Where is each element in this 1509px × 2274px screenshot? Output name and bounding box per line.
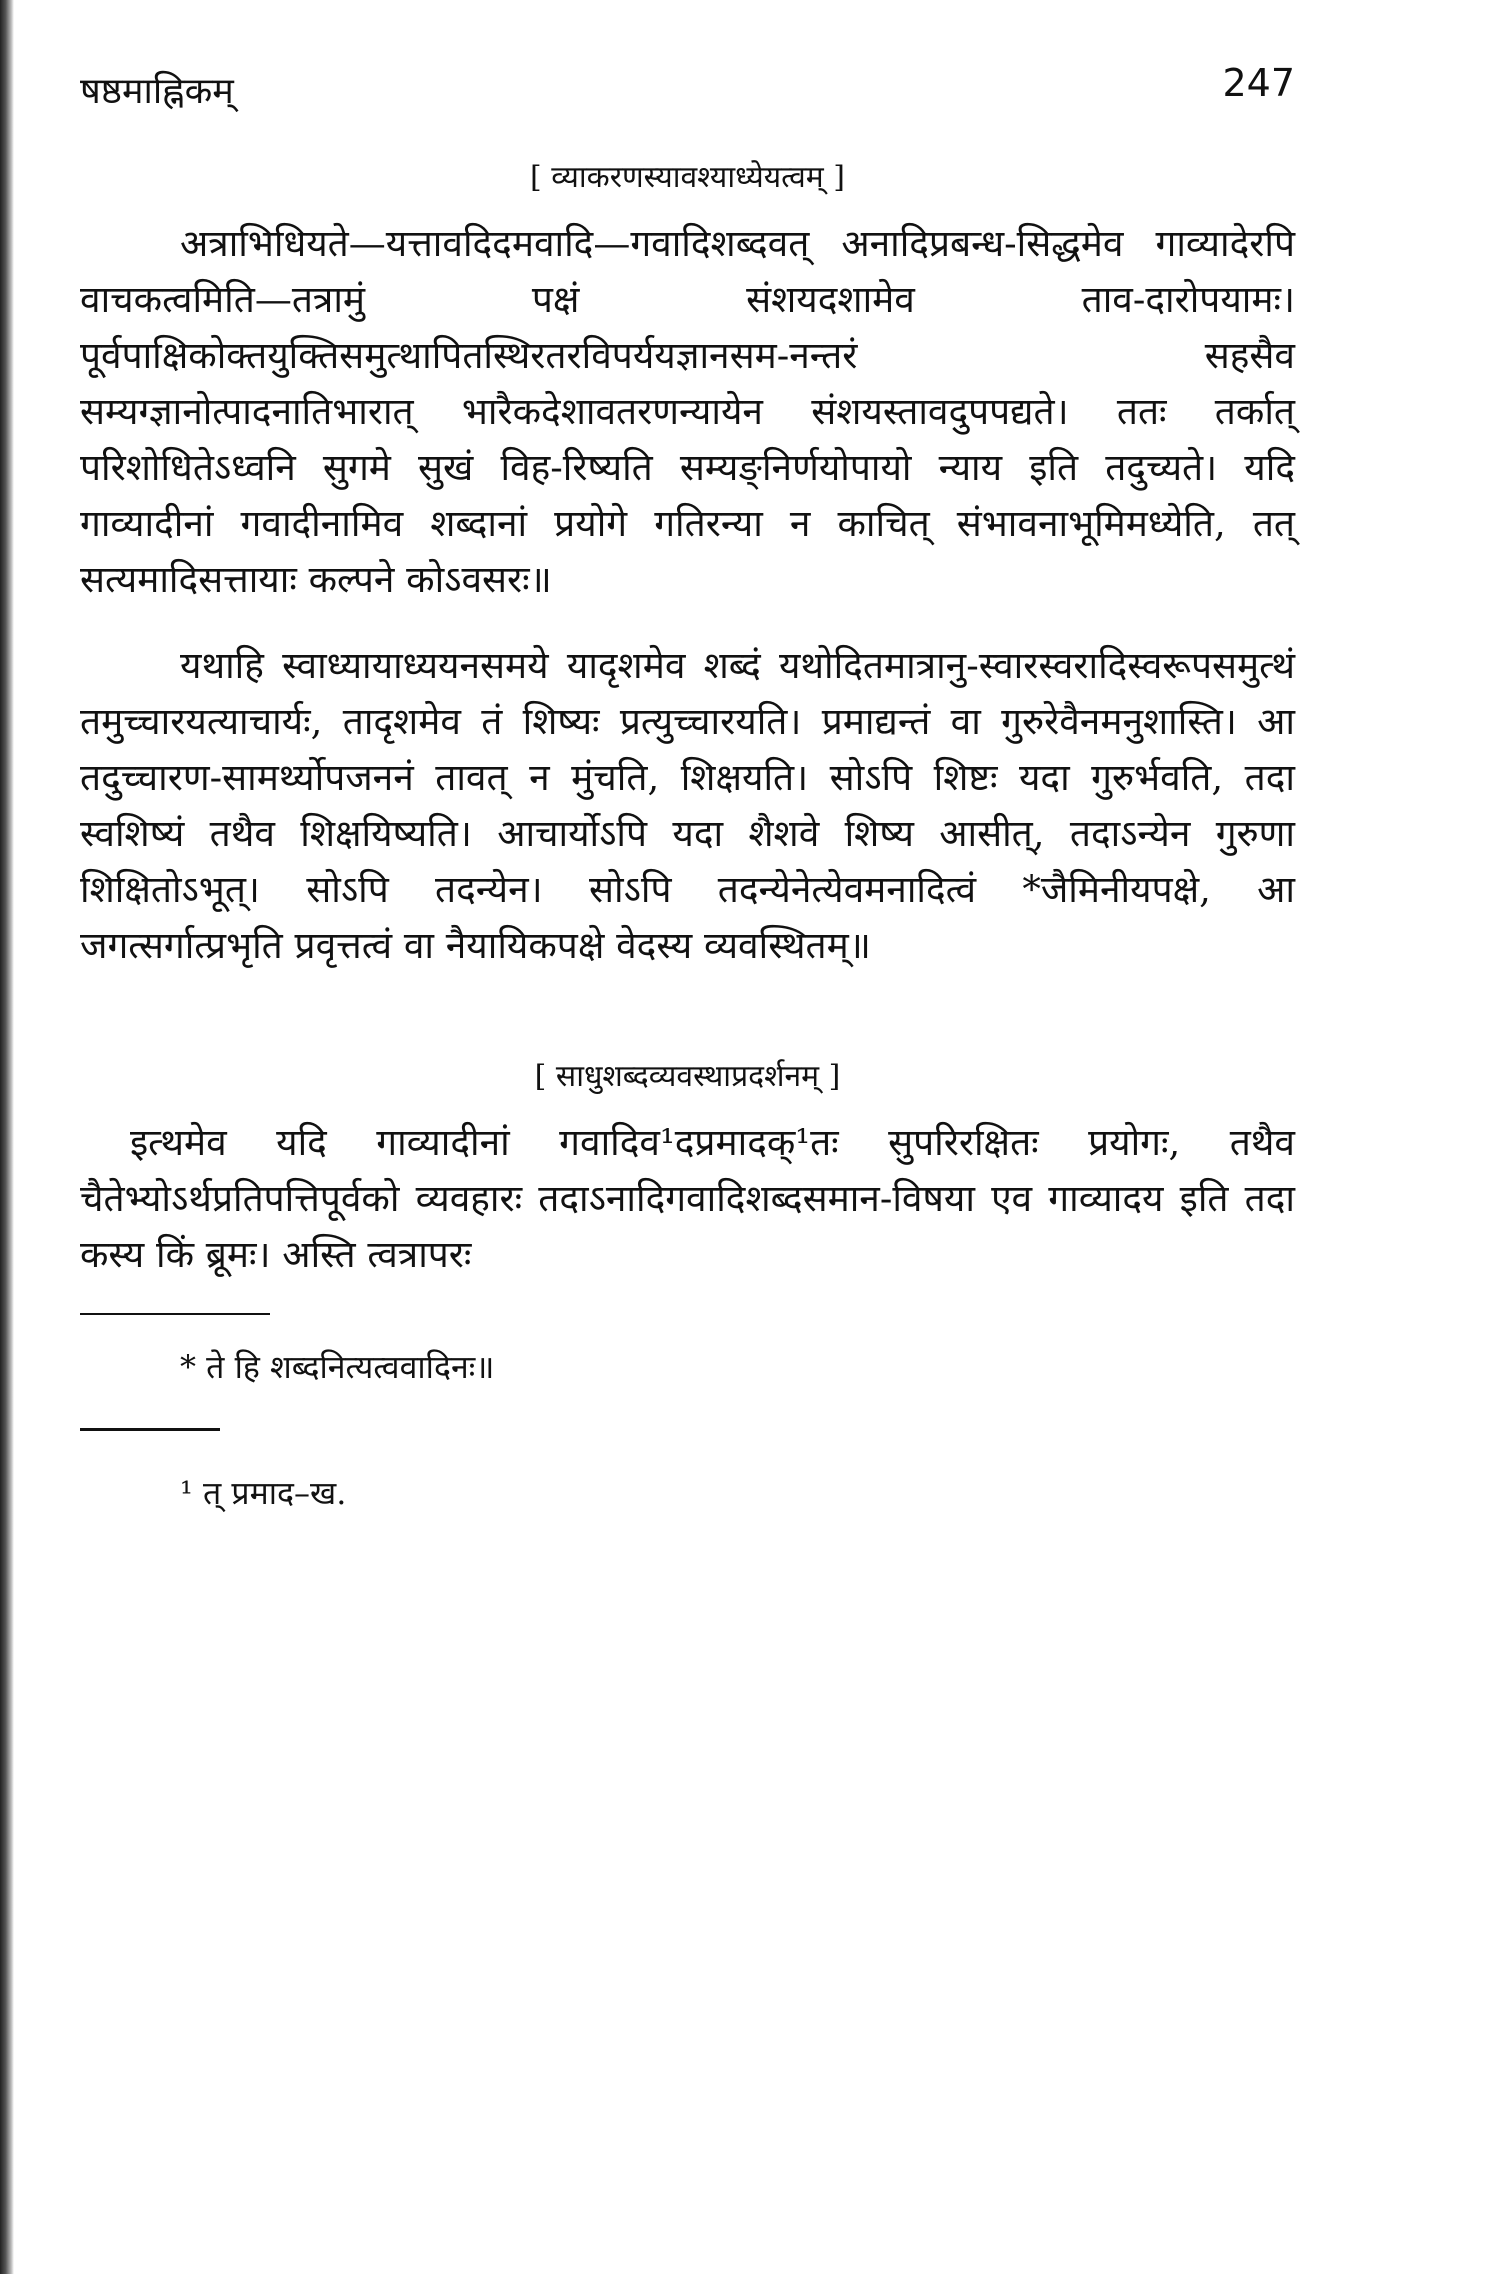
document-page (80, 55, 1295, 1514)
section-heading: [ व्याकरणस्यावश्याध्येयत्वम् ] (529, 160, 845, 195)
footnote-numbered: ¹ त् प्रमाद–ख. (180, 1474, 347, 1512)
page-header (80, 55, 1295, 135)
paragraph: यथाहि स्वाध्यायाध्ययनसमये यादृशमेव शब्दं यथोदितमात्रानु-स्वारस्वरादिस्वरूपसमुत्थं तमुच्चारयत्याचार्यः, तादृशमेव तं शिष्यः प्रत्युच्चारयति। प्रमाद्यन्तं वा गुरुरेवैनमनुशास्ति। आ तदुच्चारण-सामर्थ्योपजननं तावत् न मुंचति, शिक्षयति। सोऽपि शिष्टः यदा गुरुर्भवति, तदा स्वशिष्यं तथैव शिक्षयिष्यति। आचार्योऽपि यदा शैशवे शिष्य आसीत्, तदाऽन्येन गुरुणा शिक्षितोऽभूत्। सोऽपि तदन्येन। सोऽपि तदन्येनेत्येवमनादित्वं *जैमिनीयपक्षे, आ जगत्सर्गात्प्रभृति प्रवृत्तत्वं वा नैयायिकपक्षे वेदस्य व्यवस्थितम्॥ (80, 644, 1295, 967)
running-head: षष्ठमाह्निकम् (80, 71, 234, 112)
page-number: 247 (1222, 61, 1295, 105)
scan-edge (0, 0, 14, 2274)
footnote-divider (80, 1313, 270, 1315)
section-heading: [ साधुशब्दव्यवस्थाप्रदर्शनम् ] (534, 1059, 841, 1094)
footnote-divider (80, 1428, 220, 1431)
paragraph: अत्राभिधियते—यत्तावदिदमवादि—गवादिशब्दवत् अनादिप्रबन्ध-सिद्धमेव गाव्यादेरपि वाचकत्वमिति—तत्रामुं पक्षं संशयदशामेव ताव-दारोपयामः। पूर्वपाक्षिकोक्तयुक्तिसमुत्थापितस्थिरतरविपर्ययज्ञानसम-नन्तरं सहसैव सम्यग्ज्ञानोत्पादनातिभारात् भारैकदेशावतरणन्यायेन संशयस्तावदुपपद्यते। ततः तर्कात् परिशोधितेऽध्वनि सुगमे सुखं विह-रिष्यति सम्यङ्निर्णयोपायो न्याय इति तदुच्यते। यदि गाव्यादीनां गवादीनामिव शब्दानां प्रयोगे गतिरन्या न काचित् संभावनाभूमिमध्येति, तत् सत्यमादिसत्तायाः कल्पने कोऽवसरः॥ (80, 222, 1295, 601)
paragraph: इत्थमेव यदि गाव्यादीनां गवादिव¹दप्रमादक्¹तः सुपरिरक्षितः प्रयोगः, तथैव चैतेभ्योऽर्थप्रतिपत्तिपूर्वको व्यवहारः तदाऽनादिगवादिशब्दसमान-विषया एव गाव्यादय इति तदा कस्य किं ब्रूमः। अस्ति त्वत्रापरः (80, 1121, 1295, 1276)
footnote-star: * ते हि शब्दनित्यत्ववादिनः॥ (180, 1348, 495, 1386)
